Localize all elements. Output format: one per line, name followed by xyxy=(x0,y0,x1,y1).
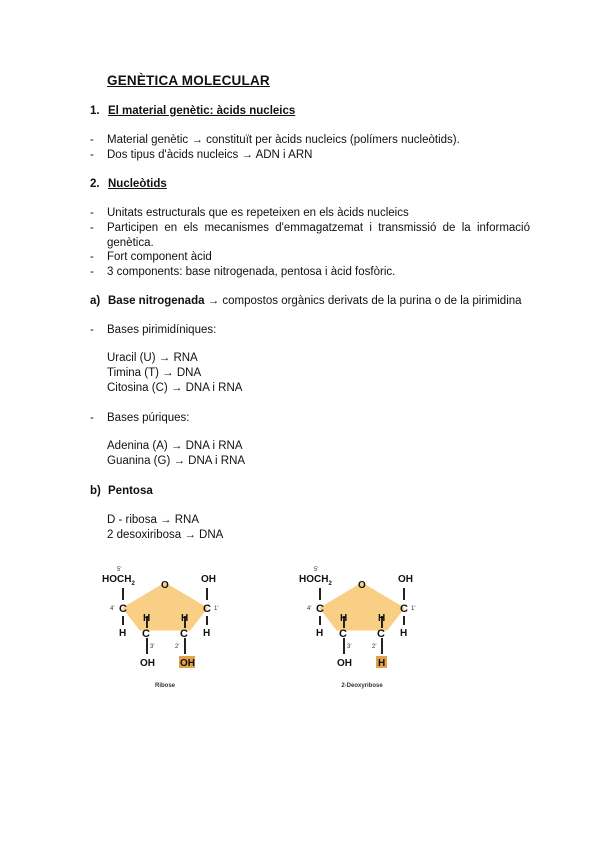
deoxyribose-caption: 2-Deoxyribose xyxy=(341,683,383,689)
pyrimidine-uracil: Uracil (U) → RNA xyxy=(107,352,198,364)
list-item: - Fort component àcid xyxy=(90,251,212,263)
subsection-a-title: Base nitrogenada xyxy=(108,295,205,307)
ribose-c3: C xyxy=(142,628,150,640)
ribose-c4: C xyxy=(119,603,127,615)
svg-text:3': 3' xyxy=(150,644,155,650)
pyrimidine-cytosine: Citosina (C) → DNA i RNA xyxy=(107,382,243,394)
pentose-ribose: D - ribosa → RNA xyxy=(107,514,200,526)
section-2-number: 2. xyxy=(90,178,100,190)
ribose-caption: Ribose xyxy=(154,683,176,689)
ribose-c2-h: H xyxy=(181,613,189,624)
subsection-a-desc: → compostos orgànics derivats de la purina o de la pirimidina xyxy=(204,295,522,307)
list-item: - Unitats estructurals que es repeteixen en els àcids nucleics xyxy=(90,207,409,219)
ribose-c2: C xyxy=(180,628,188,640)
deoxyribose-c3-oh: OH xyxy=(337,658,352,669)
deoxyribose-structure-figure xyxy=(292,562,432,692)
section-2-title: Nucleòtids xyxy=(108,178,167,190)
pentose-deoxyribose: 2 desoxiribosa → DNA xyxy=(107,529,224,541)
svg-text:4': 4' xyxy=(307,606,312,612)
deoxyribose-c2: C xyxy=(377,628,385,640)
ribose-c1-oh: OH xyxy=(201,574,216,585)
svg-text:4': 4' xyxy=(110,606,115,612)
deoxyribose-c4-h: H xyxy=(316,628,324,639)
list-item: - Bases púriques: xyxy=(90,412,190,424)
ribose-c3-oh: OH xyxy=(140,658,155,669)
deoxyribose-c1-oh: OH xyxy=(398,574,413,585)
ribose-c1: C xyxy=(203,603,211,615)
section-1-number: 1. xyxy=(90,105,100,117)
deoxyribose-c1-h: H xyxy=(400,628,408,639)
svg-text:2': 2' xyxy=(372,644,377,650)
deoxyribose-c2-h-bottom: H xyxy=(378,658,386,669)
subsection-b-title: Pentosa xyxy=(108,485,153,497)
subsection-a-letter: a) xyxy=(90,295,101,307)
page-title: GENÈTICA MOLECULAR xyxy=(107,73,270,88)
subsection-b-letter: b) xyxy=(90,485,101,497)
svg-text:5': 5' xyxy=(117,567,122,573)
list-item: - Participen en els mecanismes d'emmagatzemat i transmissió de la informació genètica. xyxy=(90,222,530,249)
ribose-c4-h: H xyxy=(119,628,127,639)
deoxyribose-c4: C xyxy=(316,603,324,615)
ribose-ring-oxygen: O xyxy=(161,580,169,591)
ribose-c3-h: H xyxy=(143,613,151,624)
deoxyribose-c2-h: H xyxy=(378,613,386,624)
deoxyribose-c3: C xyxy=(339,628,347,640)
section-1-title: El material genètic: àcids nucleics xyxy=(108,105,296,117)
svg-text:1': 1' xyxy=(411,606,416,612)
list-item: - Material genètic → constituït per àcids nucleics (polímers nucleòtids). xyxy=(90,134,460,146)
list-item: - Dos tipus d'àcids nucleics → ADN i ARN xyxy=(90,149,313,161)
svg-text:1': 1' xyxy=(214,606,219,612)
ribose-c2-oh: OH xyxy=(180,658,195,669)
list-item: - Bases pirimidíniques: xyxy=(90,324,217,336)
deoxyribose-ring-oxygen: O xyxy=(358,580,366,591)
svg-text:5': 5' xyxy=(314,567,319,573)
purine-adenine: Adenina (A) → DNA i RNA xyxy=(107,440,243,452)
ribose-structure-figure xyxy=(95,562,235,692)
deoxyribose-c3-h: H xyxy=(340,613,348,624)
ribose-c1-h: H xyxy=(203,628,211,639)
ribose-hoch2-label: $HOCH_2$ xyxy=(102,574,135,587)
purine-guanine: Guanina (G) → DNA i RNA xyxy=(107,455,246,467)
svg-text:2': 2' xyxy=(175,644,180,650)
svg-text:3': 3' xyxy=(347,644,352,650)
pyrimidine-thymine: Timina (T) → DNA xyxy=(107,367,202,379)
list-item: - 3 components: base nitrogenada, pentosa i àcid fosfòric. xyxy=(90,266,396,278)
deoxyribose-c1: C xyxy=(400,603,408,615)
deoxyribose-hoch2-label: $HOCH_2$ xyxy=(299,574,332,587)
